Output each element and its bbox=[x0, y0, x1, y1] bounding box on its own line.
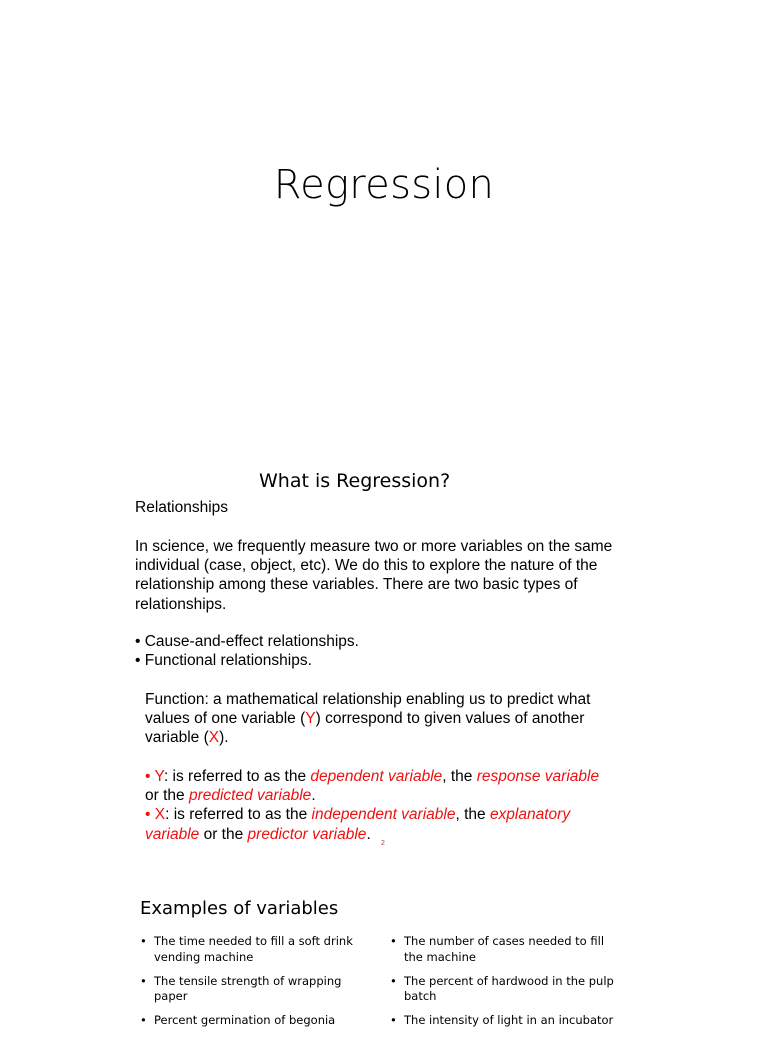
definition-text: , the bbox=[455, 806, 490, 824]
term-predicted-variable: predicted variable bbox=[188, 787, 312, 805]
function-paragraph bbox=[145, 690, 615, 748]
list-item bbox=[390, 974, 620, 1006]
bullet-dot: • bbox=[140, 973, 147, 988]
term-explanatory-variable: explanatory variable bbox=[145, 806, 571, 843]
definition-text: : is referred to as the bbox=[165, 806, 312, 824]
definition-x bbox=[145, 805, 605, 843]
definition-text: or the bbox=[145, 787, 189, 805]
bullet-dot: • bbox=[390, 1013, 397, 1028]
term-response-variable: response variable bbox=[476, 768, 600, 785]
list-item bbox=[390, 934, 620, 966]
term-independent-variable: independent variable bbox=[311, 806, 456, 824]
list-item: • Functional relationships. bbox=[135, 652, 312, 670]
section-title: What is Regression? bbox=[259, 470, 451, 492]
list-item bbox=[140, 1013, 370, 1029]
definition-text: . bbox=[311, 787, 316, 805]
definition-bullet: • Y bbox=[145, 768, 164, 785]
list-item-text: The number of cases needed to fill the machine bbox=[404, 934, 605, 964]
list-item bbox=[140, 934, 370, 966]
relationship-types-list bbox=[135, 632, 359, 670]
bullet-dot: • bbox=[390, 934, 397, 948]
function-text: ) correspond to given values of another variable ( bbox=[145, 710, 585, 747]
variable-x: X bbox=[208, 729, 220, 747]
list-item-text: The tensile strength of wrapping paper bbox=[154, 973, 342, 1004]
list-item-text: The percent of hardwood in the pulp batch bbox=[404, 973, 614, 1004]
function-text: Function: a mathematical relationship enabling us to predict what values of one variable ( bbox=[145, 691, 591, 728]
list-item-text: The intensity of light in an incubator bbox=[404, 1013, 614, 1028]
list-item: • Cause-and-effect relationships. bbox=[135, 633, 359, 650]
definition-text: . bbox=[366, 825, 371, 843]
bullet-dot: • bbox=[140, 934, 147, 948]
list-item bbox=[390, 1013, 620, 1029]
intro-paragraph: In science, we frequently measure two or more variables on the same individual (case, object, etc). We do this to explore the nature of the relationship among these variables. There are two basic types of relationships. bbox=[135, 538, 613, 613]
definition-text: , the bbox=[442, 768, 477, 785]
slide-title: Regression bbox=[273, 162, 495, 208]
bullet-dot: • bbox=[140, 1013, 147, 1028]
list-item-text: Percent germination of begonia bbox=[154, 1013, 336, 1028]
definition-y bbox=[145, 767, 605, 805]
term-predictor-variable: predictor variable bbox=[247, 825, 367, 843]
function-text: ). bbox=[219, 729, 229, 747]
examples-right-list bbox=[390, 934, 620, 1037]
relationships-heading: Relationships bbox=[135, 499, 229, 516]
list-item bbox=[140, 974, 370, 1006]
definition-text: or the bbox=[199, 825, 248, 843]
examples-title: Examples of variables bbox=[140, 898, 339, 919]
bullet-dot: • bbox=[390, 973, 397, 988]
definition-bullet: • X bbox=[145, 806, 166, 824]
page-number: 2 bbox=[381, 840, 385, 847]
examples-left-list bbox=[140, 934, 370, 1037]
term-dependent-variable: dependent variable bbox=[310, 768, 443, 785]
definition-text: : is referred to as the bbox=[163, 768, 311, 785]
variable-y: Y bbox=[305, 710, 316, 728]
list-item-text: The time needed to fill a soft drink vending machine bbox=[154, 934, 353, 964]
variable-definitions bbox=[145, 767, 605, 844]
